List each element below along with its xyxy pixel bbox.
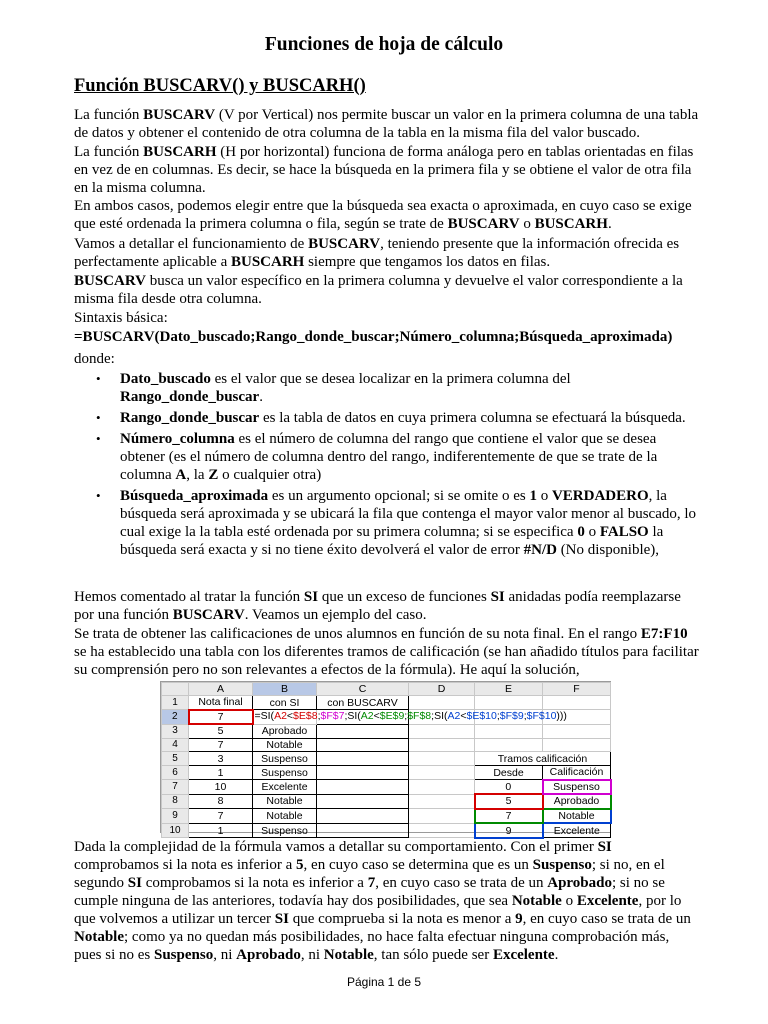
table-row (162, 809, 611, 824)
column-header: A (189, 683, 253, 696)
table-cell (475, 738, 543, 752)
table-cell: 5 (189, 724, 253, 738)
bullet-icon: • (96, 371, 101, 386)
table-cell: 3 (189, 752, 253, 766)
paragraph-buscarv-def: BUSCARV busca un valor específico en la primera columna y devuelve el valor correspondiente a la misma fila desde otra columna. (74, 273, 683, 307)
paragraph-example-setup: Se trata de obtener las calificaciones de unos alumnos en función de su nota final. En el rango E7:F10 se ha establecido una tabla con los diferentes tramos de calificación (se han añadido títulos para facilitar su comprensión pero no son relevantes a efectos de la fórmula). He aquí la solución, (74, 626, 699, 678)
corner-cell (162, 683, 189, 696)
table-cell: Notable (543, 809, 611, 824)
row-number: 6 (162, 765, 189, 779)
table-row (162, 823, 611, 838)
table-cell (317, 752, 409, 766)
table-cell: 9 (475, 823, 543, 838)
table-cell (409, 765, 475, 779)
row-number: 2 (162, 710, 189, 725)
column-header: C (317, 683, 409, 696)
table-cell: Nota final (189, 696, 253, 710)
table-cell: Suspenso (543, 780, 611, 795)
table-row (162, 738, 611, 752)
table-cell: Suspenso (253, 823, 317, 838)
paragraph-buscarh-intro: La función BUSCARH (H por horizontal) funciona de forma análoga pero en tablas orientadas en filas en vez de en columnas. Es decir, se hace la búsqueda en la primera fila y se obtiene el valor de otra fila en la misma columna. (74, 144, 694, 196)
table-cell: 1 (189, 765, 253, 779)
argument-list (74, 370, 699, 562)
section-title: Función BUSCARV() y BUSCARH() (74, 76, 366, 96)
table-cell (317, 765, 409, 779)
tramos-header: Desde (475, 765, 543, 779)
donde-label: donde: (74, 351, 115, 367)
row-number: 8 (162, 794, 189, 809)
column-header: D (409, 683, 475, 696)
table-cell: Aprobado (253, 724, 317, 738)
table-cell: Excelente (253, 780, 317, 795)
table-row (162, 710, 611, 725)
table-cell: Notable (253, 738, 317, 752)
table-row (162, 724, 611, 738)
tramos-title: Tramos calificación (475, 752, 611, 766)
column-header: B (253, 683, 317, 696)
list-item: • Rango_donde_buscar es la tabla de datos en cuya primera columna se efectuará la búsqueda. (96, 410, 686, 426)
list-item: • Número_columna es el número de columna del rango que contiene el valor que se desea obtener (es el número de columna dentro del rango, indiferentemente de que se trate de la columna A, la Z o cualquier otra) (96, 431, 658, 483)
table-cell: 0 (475, 780, 543, 795)
table-cell: 1 (189, 823, 253, 838)
table-cell (409, 738, 475, 752)
paragraph-buscarv-intro: La función BUSCARV (V por Vertical) nos permite buscar un valor en la primera columna de una tabla de datos y obtener el contenido de otra columna de la tabla en la misma fila del valor buscado. (74, 107, 699, 141)
table-row (162, 765, 611, 779)
table-cell: con SI (253, 696, 317, 710)
row-number: 5 (162, 752, 189, 766)
paragraph-explanation: Dada la complejidad de la fórmula vamos a detallar su comportamiento. Con el primer SI comprobamos si la nota es inferior a 5, en cuyo caso se determina que es un Suspenso; si no, en el segundo SI comprobamos si la nota es inferior a 7, en cuyo caso se trata de un Aprobado; si no se cumple ninguna de las anteriores, todavía hay dos posibilidades, que sea Notable o Excelente, por lo que volvemos a utilizar un tercer SI que comprueba si la nota es menor a 9, en cuyo caso se trata de un Notable; como ya no quedan más posibilidades, no hace falta efectuar ninguna comprobación más, pues si no es Suspenso, ni Aprobado, ni Notable, tan sólo puede ser Excelente. (74, 839, 691, 963)
column-header-row (162, 683, 611, 696)
table-cell: con BUSCARV (317, 696, 409, 710)
list-item: • Dato_buscado es el valor que se desea localizar en la primera columna del Rango_donde_buscar. (96, 371, 571, 405)
bullet-icon: • (96, 488, 101, 503)
table-cell: Excelente (543, 823, 611, 838)
row-number: 9 (162, 809, 189, 824)
table-row (162, 696, 611, 710)
syntax-formula: =BUSCARV(Dato_buscado;Rango_donde_buscar;Número_columna;Búsqueda_aproximada) (74, 329, 673, 345)
row-number: 1 (162, 696, 189, 710)
table-cell (409, 752, 475, 766)
table-cell (409, 696, 475, 710)
table-cell: 7 (475, 809, 543, 824)
page-title: Funciones de hoja de cálculo (264, 34, 504, 55)
table-cell: Notable (253, 809, 317, 824)
table-cell (543, 724, 611, 738)
page-footer: Página 1 de 5 (346, 975, 422, 989)
row-number: 7 (162, 780, 189, 795)
table-row (162, 780, 611, 795)
paragraph-exact-approx: En ambos casos, podemos elegir entre que la búsqueda sea exacta o aproximada, en cuyo caso se exige que esté ordenada la primera columna o fila, según se trate de BUSCARV o BUSCARH. (74, 198, 692, 232)
row-number: 3 (162, 724, 189, 738)
column-header: E (475, 683, 543, 696)
table-cell (317, 738, 409, 752)
table-cell (475, 724, 543, 738)
table-cell (409, 780, 475, 795)
table-cell (317, 724, 409, 738)
table-cell (409, 794, 475, 809)
table-cell (543, 738, 611, 752)
table-cell (409, 724, 475, 738)
table-row (162, 794, 611, 809)
table-cell: Notable (253, 794, 317, 809)
formula-cell (253, 710, 567, 725)
paragraph-detail: Vamos a detallar el funcionamiento de BUSCARV, teniendo presente que la información ofrecida es perfectamente aplicable a BUSCARH siempre que tengamos los datos en filas. (74, 236, 680, 270)
table-cell: Aprobado (543, 794, 611, 809)
table-cell: 7 (189, 738, 253, 752)
table-cell (543, 696, 611, 710)
sintaxis-label: Sintaxis básica: (74, 310, 168, 326)
table-cell: 7 (189, 809, 253, 824)
spreadsheet-grid (161, 682, 612, 839)
table-cell: 5 (475, 794, 543, 809)
spreadsheet-image (160, 681, 611, 837)
table-cell (409, 809, 475, 824)
table-cell (475, 696, 543, 710)
table-cell (317, 794, 409, 809)
table-cell (409, 823, 475, 838)
table-cell: Suspenso (253, 752, 317, 766)
tramos-header: Calificación (543, 765, 611, 779)
column-header: F (543, 683, 611, 696)
formula-text: =SI(A2<$E$8;$F$7;SI(A2<$E$9;$F$8;SI(A2<$E$10;$F$9;$F$10))) (254, 710, 567, 723)
table-cell: 7 (189, 710, 253, 725)
table-cell: Suspenso (253, 765, 317, 779)
table-cell (317, 780, 409, 795)
list-item: • Búsqueda_aproximada es un argumento opcional; si se omite o es 1 o VERDADERO, la búsqueda será aproximada y se ubicará la fila que contenga el mayor valor menor al buscado, lo cual exige la la tabla esté ordenada por su primera columna; si se especifica 0 o FALSO la búsqueda será exacta y si no tiene éxito devolverá el valor de error #N/D (No disponible), (96, 488, 697, 558)
table-row (162, 752, 611, 766)
bullet-icon: • (96, 410, 101, 425)
table-cell: 10 (189, 780, 253, 795)
row-number: 4 (162, 738, 189, 752)
table-cell (317, 809, 409, 824)
bullet-icon: • (96, 431, 101, 446)
table-cell (317, 823, 409, 838)
table-cell: 8 (189, 794, 253, 809)
paragraph-si-example: Hemos comentado al tratar la función SI que un exceso de funciones SI anidadas podía reemplazarse por una función BUSCARV. Veamos un ejemplo del caso. (74, 589, 681, 623)
row-number: 10 (162, 823, 189, 838)
